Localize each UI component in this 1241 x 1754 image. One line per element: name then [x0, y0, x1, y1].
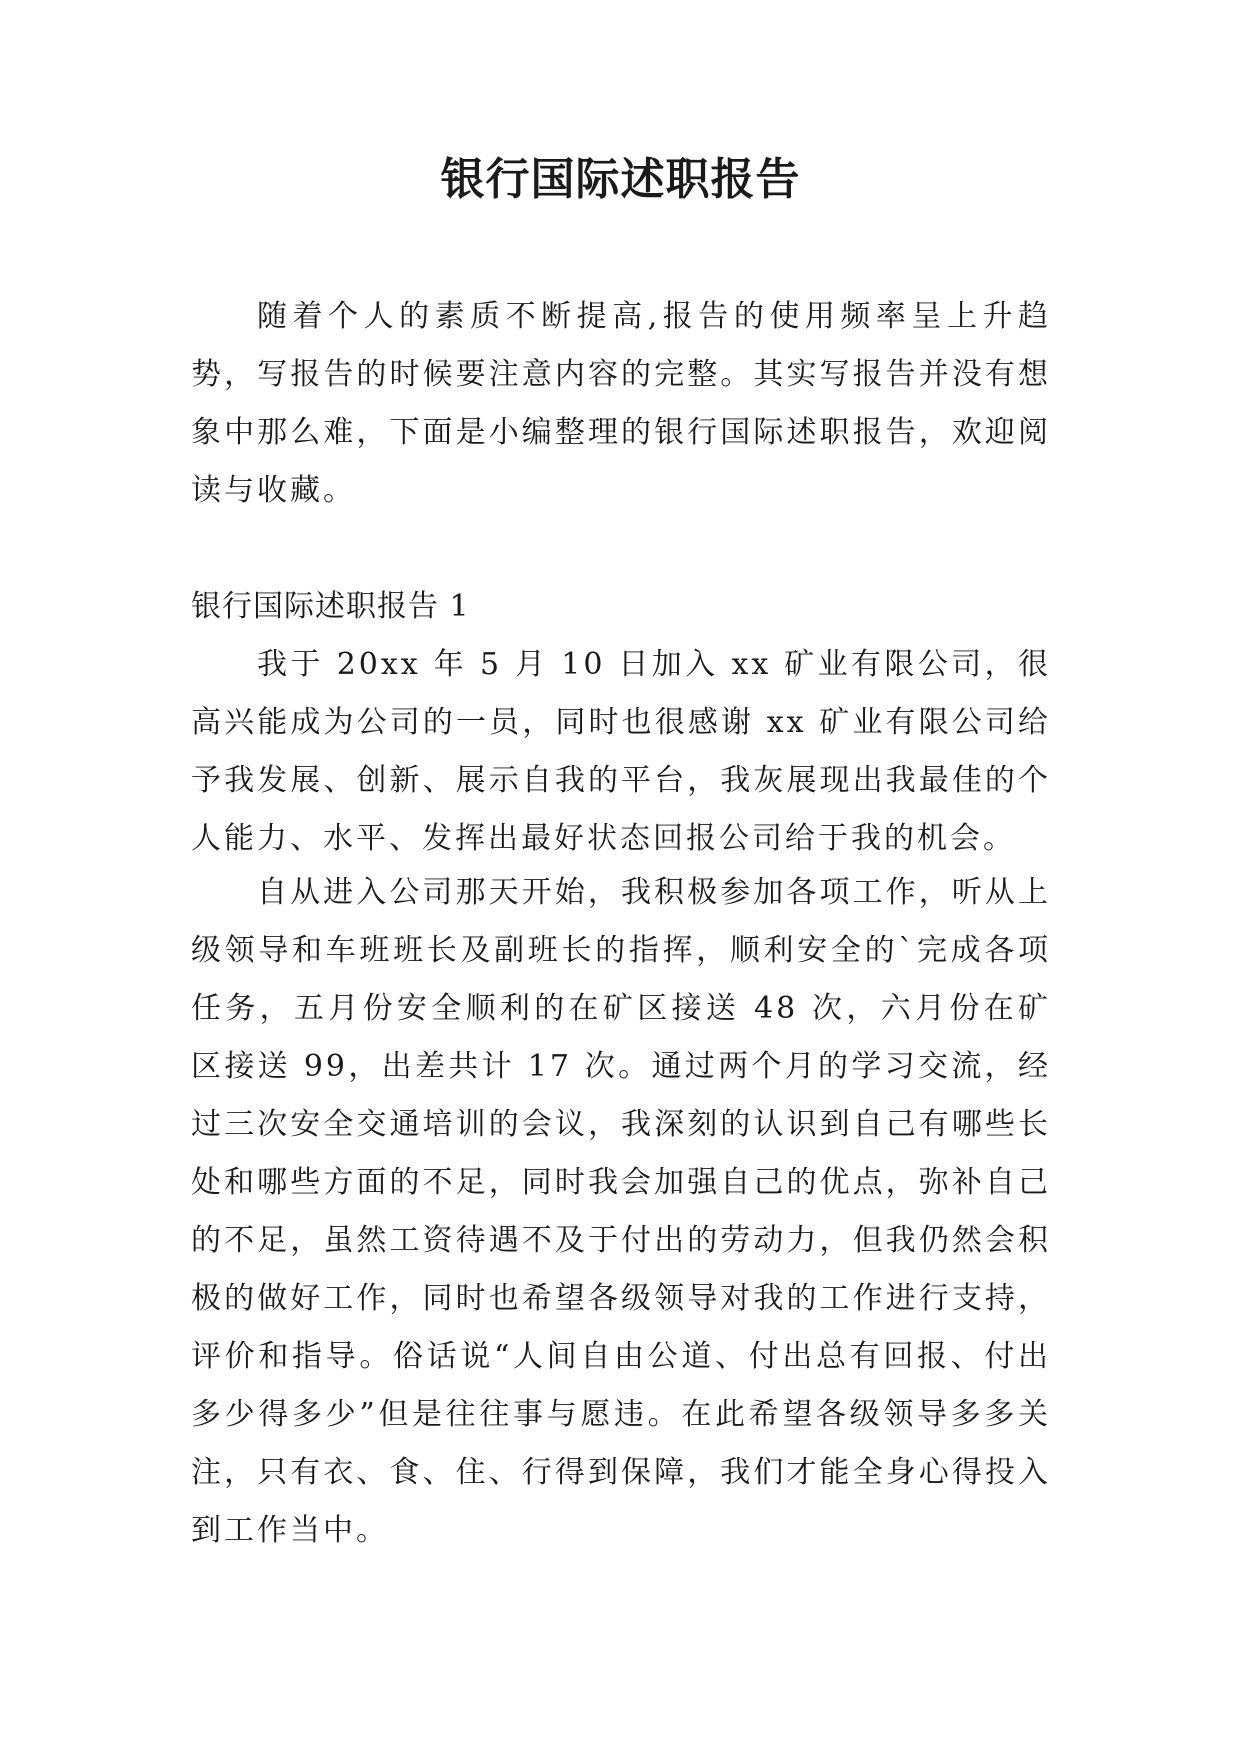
- document-title: 银行国际述职报告: [440, 154, 801, 205]
- section-heading: 银行国际述职报告 1: [191, 589, 470, 624]
- body-paragraph: 我于 20xx 年 5 月 10 日加入 xx 矿业有限公司，很高兴能成为公司的一员，同时也很感谢 xx 矿业有限公司给予我发展、创新、展示自我的平台，我灰展现出我最佳的个人能力、水平、发挥出最好状态回报公司给于我的机会。: [191, 647, 1051, 856]
- body-paragraph: 自从进入公司那天开始，我积极参加各项工作，听从上级领导和车班班长及副班长的指挥，顺利安全的`完成各项任务，五月份安全顺利的在矿区接送 48 次，六月份在矿区接送 99，出差共计 17 次。通过两个月的学习交流，经过三次安全交通培训的会议，我深刻的认识到自己有哪些长处和哪些方面的不足，同时我会加强自己的优点，弥补自己的不足，虽然工资待遇不及于付出的劳动力，但我仍然会积极的做好工作，同时也希望各级领导对我的工作进行支持，评价和指导。俗话说“人间自由公道、付出总有回报、付出多少得多少”但是往往事与愿违。在此希望各级领导多多关注，只有衣、食、住、行得到保障，我们才能全身心得投入到工作当中。: [191, 875, 1051, 1548]
- intro-paragraph: 随着个人的素质不断提高,报告的使用频率呈上升趋势，写报告的时候要注意内容的完整。其实写报告并没有想象中那么难，下面是小编整理的银行国际述职报告，欢迎阅读与收藏。: [191, 299, 1051, 508]
